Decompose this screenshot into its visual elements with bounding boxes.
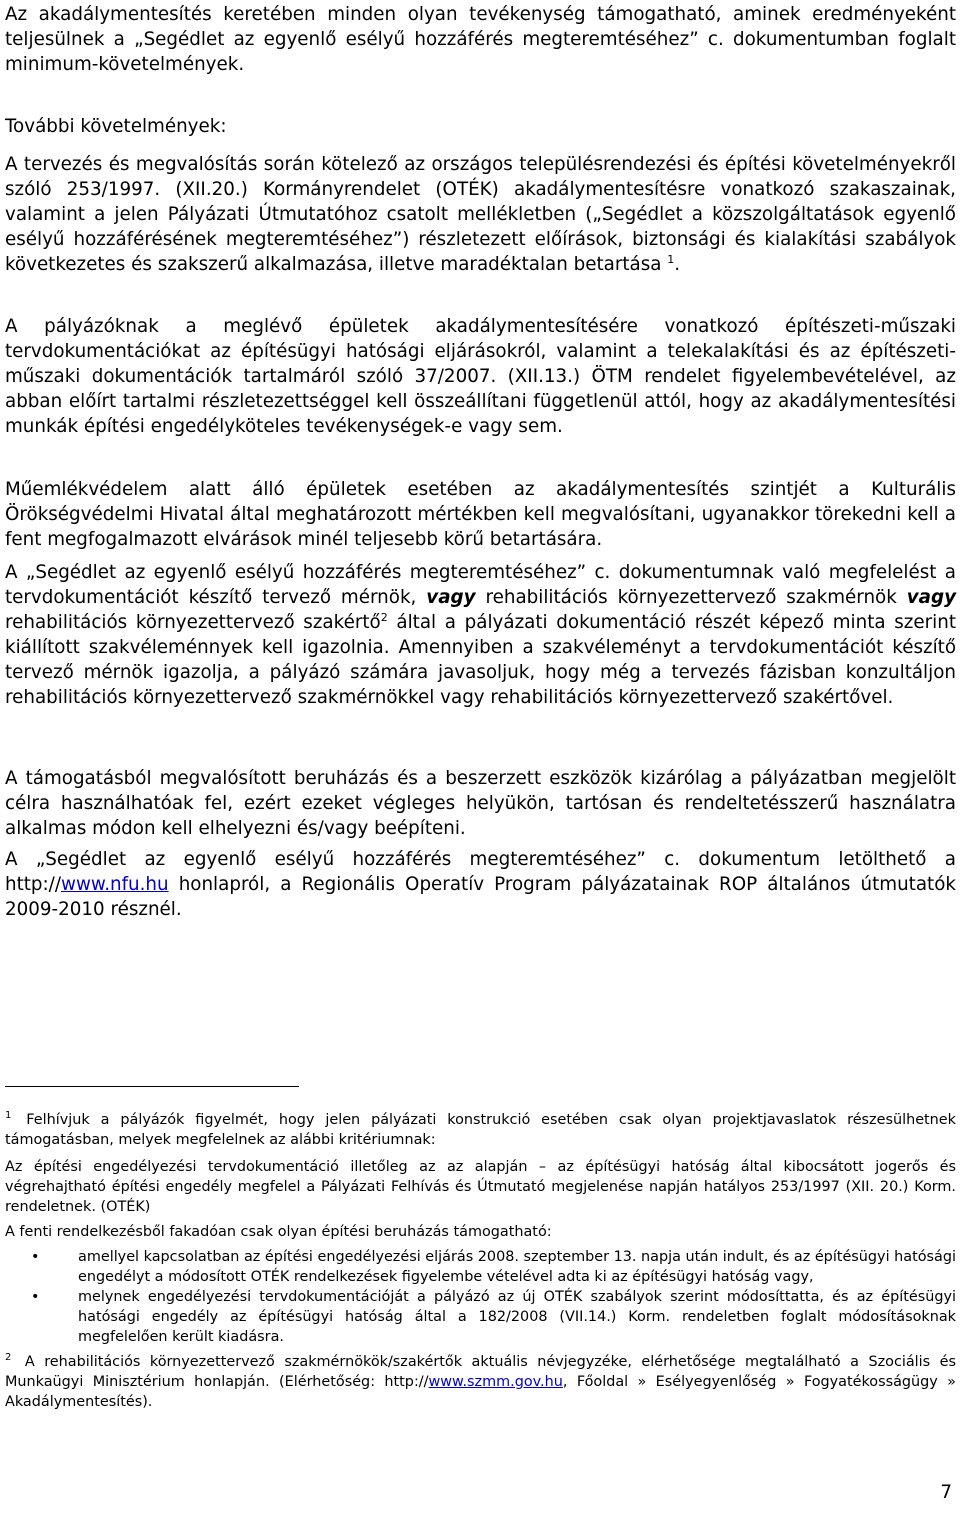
download-text-b: honlapról, a Regionális Operatív Program pályázatainak ROP általános útmutatók 2009-2010 résznél. — [5, 874, 956, 920]
footnote-1-paragraph-c: A fenti rendelkezésből fakadóan csak olyan építési beruházás támogatható: — [5, 1224, 552, 1240]
segedlet-text-a: A „Segédlet az egyenlő esélyű hozzáférés megteremtéséhez” c. dokumentumnak való megfelelést a tervdokumentációt készítő tervező mérnök, — [5, 562, 956, 608]
footnote-bullet-list — [5, 1247, 956, 1347]
list-item-text: melynek engedélyezési tervdokumentációját a pályázó az új OTÉK szabályok szerint módosíttatta, és az építésügyi hatósági engedély az építésügyi hatóság által a 182/2008 (VII.14.) Korm. rendeletben foglalt módosításoknak megfelelően került kiadásra. — [78, 1289, 956, 1345]
section-heading: További követelmények: — [5, 116, 227, 137]
footnote-1-mark: 1 — [5, 1110, 12, 1122]
footnote-ref-1[interactable]: 1 — [667, 252, 675, 266]
segedlet-text-b: rehabilitációs környezettervező szakmérnök — [485, 587, 897, 608]
paragraph-requirements — [5, 152, 956, 277]
list-item — [5, 1247, 956, 1287]
segedlet-text-d: által a pályázati dokumentáció részét képező minta szerint kiállított szakvéleménnyek kell igazolnia. Amennyiben a szakvéleményt a tervdokumentációt készítő tervező mérnök igazolja, a pályázó számára javasoljuk, hogy még a tervezés fázisban konzultáljon rehabilitációs környezettervező szakmérnökkel vagy rehabilitációs környezettervező szakértővel. — [5, 612, 956, 708]
list-item-text: amellyel kapcsolatban az építési engedélyezési eljárás 2008. szeptember 13. napja után indult, és az építésügyi hatósági engedélyt a módosított OTÉK rendelkezések figyelembe vételével adta ki az építésügyi hatóság vagy, — [78, 1249, 956, 1285]
footnote-2-mark: 2 — [5, 1352, 12, 1364]
paragraph-intro: Az akadálymentesítés keretében minden olyan tevékenység támogatható, aminek eredményeként teljesülnek a „Segédlet az egyenlő esélyű hozzáférés megteremtéséhez” c. dokumentumban foglalt minimum-követelmények. — [5, 4, 956, 75]
footnote-separator — [5, 1086, 299, 1087]
footnotes — [5, 1110, 956, 1412]
footnote-1-text: Felhívjuk a pályázók figyelmét, hogy jelen pályázati konstrukció esetében csak olyan projektjavaslatok részesülhetnek támogatásban, melyek megfelelnek az alábbi kritériumnak: — [5, 1112, 956, 1148]
bullet-icon: • — [31, 1249, 40, 1265]
emphasis-vagy-1: vagy — [426, 587, 476, 608]
requirements-text: A tervezés és megvalósítás során kötelező az országos településrendezési és építési követelményekről szóló 253/1997. (XII.20.) Kormányrendelet (OTÉK) akadálymentesítésre vonatkozó szakaszainak, valamint a jelen Pályázati Útmutatóhoz csatolt mellékletben („Segédlet a közszolgáltatások egyenlő esélyű hozzáférésének megteremtéséhez”) részletezett előírások, biztonsági és kialakítási szabályok következetes és szakszerű alkalmazása, illetve maradéktalan betartása — [5, 154, 956, 275]
footnote-1-paragraph-b: Az építési engedélyezési tervdokumentáció illetőleg az az alapján – az építésügyi hatóság által kibocsátott jogerős és végrehajtható építési engedély megfelel a Pályázati Felhívás és Útmutató megjelenése napján hatályos 253/1997 (XII. 20.) Korm. rendeletnek. (OTÉK) — [5, 1159, 956, 1215]
bullet-icon: • — [31, 1289, 40, 1305]
link-szmm[interactable]: www.szmm.gov.hu — [428, 1374, 563, 1390]
paragraph-download — [5, 847, 956, 922]
emphasis-vagy-2: vagy — [906, 587, 957, 608]
paragraph-muemlek: Műemlékvédelem alatt álló épületek esetében az akadálymentesítés szintjét a Kulturális Örökségvédelmi Hivatal által meghatározott mértékben kell megvalósítani, ugyanakkor törekedni kell a fent megfogalmazott elvárások minél teljesebb körű betartására. — [5, 479, 956, 550]
footnote-1 — [5, 1110, 956, 1150]
requirements-end: . — [674, 254, 681, 275]
segedlet-text-c: rehabilitációs környezettervező szakértő — [5, 612, 381, 633]
paragraph-palyazok: A pályázóknak a meglévő épületek akadálymentesítésére vonatkozó építészeti-műszaki tervdokumentációkat az építésügyi hatósági eljárásokról, valamint a telekalakítási és az építészeti-műszaki dokumentációk tartalmáról szóló 37/2007. (XII.13.) ÖTM rendelet figyelembevételével, az abban előírt tartalmi részletezettséggel kell összeállítani függetlenül attól, hogy az akadálymentesítési munkák építési engedélyköteles tevékenységek-e vagy sem. — [5, 316, 956, 437]
footnote-2-text-a: A rehabilitációs környezettervező szakmérnökök/szakértők aktuális névjegyzéke, elérhetősége megtalálható a Szociális és Munkaügyi Minisztérium honlapján. (Elérhetőség: http:// — [5, 1354, 957, 1390]
list-item — [5, 1287, 956, 1347]
page-number: 7 — [940, 1482, 952, 1503]
footnote-2-text-b: , Főoldal » Esélyegyenlőség » Fogyatékosságügy » Akadálymentesítés). — [5, 1374, 956, 1410]
paragraph-tamogatas: A támogatásból megvalósított beruházás és a beszerzett eszközök kizárólag a pályázatban megjelölt célra használhatóak fel, ezért ezeket végleges helyükön, tartósan és rendeltetésszerű használatra alkalmas módon kell elhelyezni és/vagy beépíteni. — [5, 768, 956, 839]
footnote-2 — [5, 1352, 956, 1412]
footnote-ref-2[interactable]: 2 — [380, 610, 388, 624]
link-nfu[interactable]: www.nfu.hu — [61, 874, 169, 895]
download-text-a: A „Segédlet az egyenlő esélyű hozzáférés megteremtéséhez” c. dokumentum letölthető a http:// — [5, 849, 956, 895]
paragraph-segedlet — [5, 560, 956, 710]
